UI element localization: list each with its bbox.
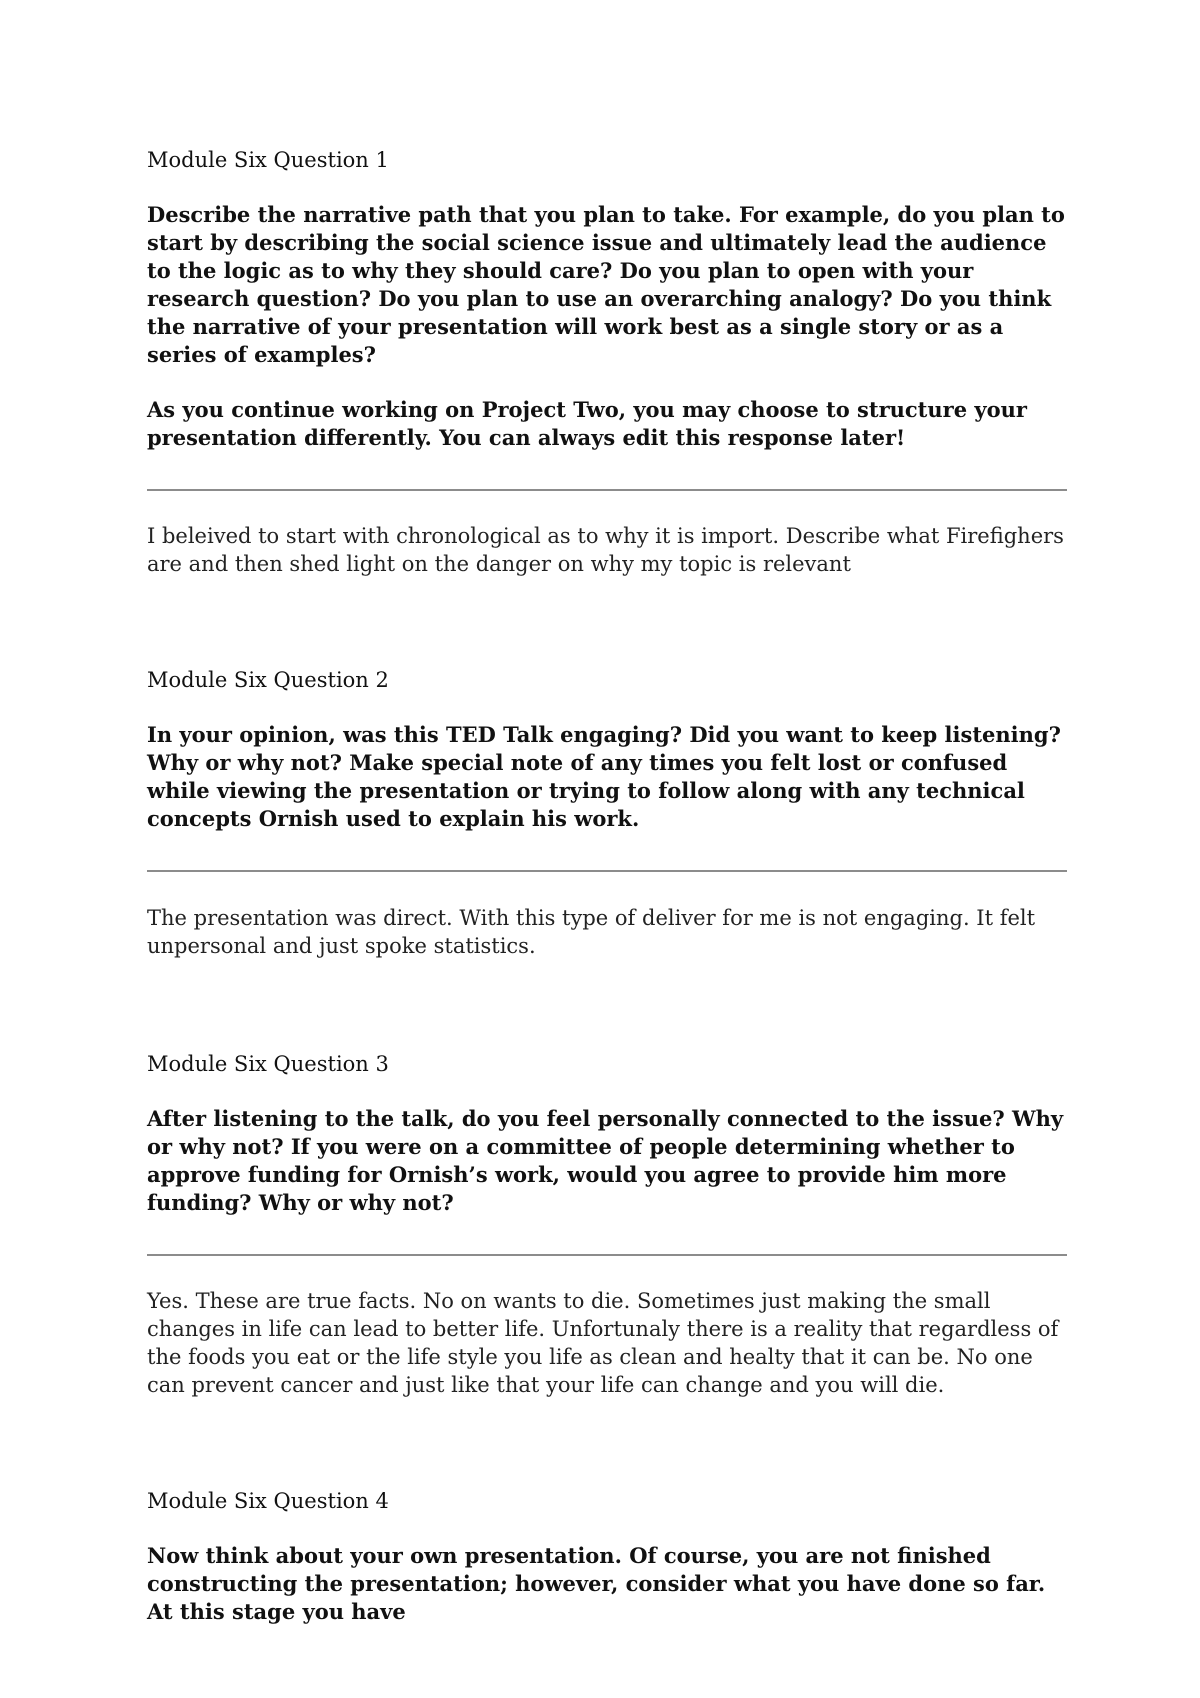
question-prompts (147, 721, 1067, 833)
answer-divider (147, 489, 1067, 491)
question-section-2 (147, 666, 1067, 960)
document-page (147, 146, 1067, 1626)
question-prompts (147, 1105, 1067, 1217)
answer-text: Yes. These are true facts. No on wants to die. Sometimes just making the small changes in life can lead to better life. Unfortunaly there is a reality that regardless of the foods you eat or the life style you life as clean and healty that it can be. No one can prevent cancer and just like that your life can change and you will die. (147, 1289, 1059, 1397)
question-prompt: Describe the narrative path that you plan to take. For example, do you plan to start by describing the social science issue and ultimately lead the audience to the logic as to why they should care? Do you plan to open with your research question? Do you plan to use an overarching analogy? Do you think the narrative of your presentation will work best as a single story or as a series of examples? (147, 202, 1065, 367)
question-heading: Module Six Question 4 (147, 1489, 389, 1513)
answer-text: The presentation was direct. With this type of deliver for me is not engaging. It felt unpersonal and just spoke statistics. (147, 906, 1036, 958)
question-prompt: In your opinion, was this TED Talk engaging? Did you want to keep listening? Why or why not? Make special note of any times you felt lost or confused while viewing the presentation or trying to follow along with any technical concepts Ornish used to explain his work. (147, 722, 1061, 831)
question-prompt: After listening to the talk, do you feel personally connected to the issue? Why or why not? If you were on a committee of people determining whether to approve funding for Ornish’s work, would you agree to provide him more funding? Why or why not? (147, 1106, 1064, 1215)
question-heading: Module Six Question 2 (147, 668, 389, 692)
question-prompts (147, 1542, 1067, 1626)
question-prompts (147, 201, 1067, 452)
question-heading: Module Six Question 3 (147, 1052, 389, 1076)
question-section-3 (147, 1050, 1067, 1399)
answer-divider (147, 1254, 1067, 1256)
question-prompt: Now think about your own presentation. Of course, you are not finished constructing the presentation; however, consider what you have done so far. At this stage you have (147, 1543, 1046, 1624)
question-heading: Module Six Question 1 (147, 148, 389, 172)
question-section-4 (147, 1487, 1067, 1626)
answer-divider (147, 870, 1067, 872)
question-section-1 (147, 146, 1067, 578)
answer-text: I beleived to start with chronological as to why it is import. Describe what Firefighers are and then shed light on the danger on why my topic is relevant (147, 524, 1064, 576)
question-prompt: As you continue working on Project Two, you may choose to structure your presentation differently. You can always edit this response later! (147, 397, 1027, 450)
